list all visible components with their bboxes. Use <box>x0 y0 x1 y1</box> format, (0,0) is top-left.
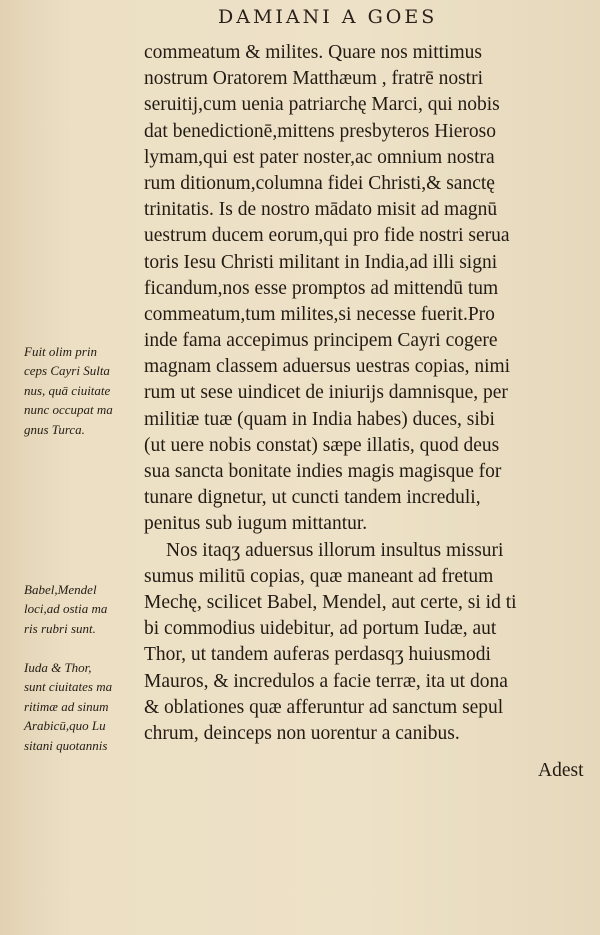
margin-note-line: Fuit olim prin <box>24 344 97 359</box>
margin-note <box>24 658 142 755</box>
text-line: commeatum & milites. Quare nos mittimus <box>144 42 482 63</box>
text-line: magnam classem aduersus uestras copias, nimi <box>144 356 511 378</box>
text-line: Mechę, scilicet Babel, Mendel, aut certe, si id ti <box>144 591 517 613</box>
text-line: commeatum,tum milites,si necesse fuerit.Pro <box>144 303 495 325</box>
text-line: uestrum ducem eorum,qui pro fide nostri serua <box>144 225 510 247</box>
text-line: sumus militū copias, quæ maneant ad fretum <box>144 565 494 587</box>
text-line: bi commodius uidebitur, ad portum Iudæ, aut <box>144 618 497 640</box>
text-line: & oblationes quæ afferuntur ad sanctum sepul <box>144 696 504 718</box>
text-line: (ut uere nobis constat) sæpe illatis, quod deus <box>144 434 500 456</box>
text-line: ficandum,nos esse promptos ad mittendū tum <box>144 277 499 299</box>
text-line: nostrum Oratorem Matthæum , fratrē nostri <box>144 68 484 90</box>
text-line: tunare dignetur, ut cuncti tandem increduli, <box>144 487 481 509</box>
text-line: militiæ tuæ (quam in India habes) duces, sibi <box>144 408 495 430</box>
text-line: chrum, deinceps non uorentur a canibus. <box>144 722 460 744</box>
text-line: Mauros, & incredulos a facie terræ, ita ut dona <box>144 670 508 692</box>
text-line: penitus sub iugum mittantur. <box>144 513 368 535</box>
text-line: dat benedictionē,mittens presbyteros Hieroso <box>144 120 496 142</box>
text-line: trinitatis. Is de nostro mādato misit ad magnū <box>144 199 498 221</box>
text-line: rum ut sese uindicet de iniurijs damnisque, per <box>144 382 508 404</box>
margin-note-line: Babel,Mendel <box>24 582 97 597</box>
margin-note-line: Iuda & Thor, <box>24 660 92 675</box>
margin-note-line: ceps Cayri Sulta <box>24 363 110 379</box>
main-text-block <box>144 40 584 747</box>
margin-note <box>24 580 142 638</box>
margin-note-line: loci,ad ostia ma <box>24 601 108 617</box>
text-line: inde fama accepimus principem Cayri cogere <box>144 330 498 352</box>
running-head: DAMIANI A GOES <box>218 6 438 28</box>
text-line: seruitij,cum uenia patriarchę Marci, qui nobis <box>144 94 500 116</box>
text-line: Thor, ut tandem auferas perdasqʒ huiusmodi <box>144 644 491 666</box>
margin-note-line: gnus Turca. <box>24 421 85 437</box>
margin-note-line: nunc occupat ma <box>24 402 113 418</box>
margin-note-line: nus, quā ciuitate <box>24 382 111 398</box>
text-line: rum ditionum,columna fidei Christi,& sanctę <box>144 172 495 194</box>
margin-note-line: sitani quotannis <box>24 737 108 753</box>
text-line: toris Iesu Christi militant in India,ad illi signi <box>144 251 498 273</box>
margin-note-line: ris rubri sunt. <box>24 620 96 636</box>
catchword: Adest <box>538 760 584 781</box>
margin-note-line: ritimæ ad sinum <box>24 698 109 714</box>
margin-note-line: Arabicū,quo Lu <box>24 718 106 734</box>
margin-note <box>24 342 142 439</box>
text-line: sua sancta bonitate indies magis magisque for <box>144 461 502 482</box>
margin-note-line: sunt ciuitates ma <box>24 679 113 695</box>
text-line: Nos itaqʒ aduersus illorum insultus missuri <box>166 539 504 561</box>
text-line: lymam,qui est pater noster,ac omnium nostra <box>144 146 495 168</box>
